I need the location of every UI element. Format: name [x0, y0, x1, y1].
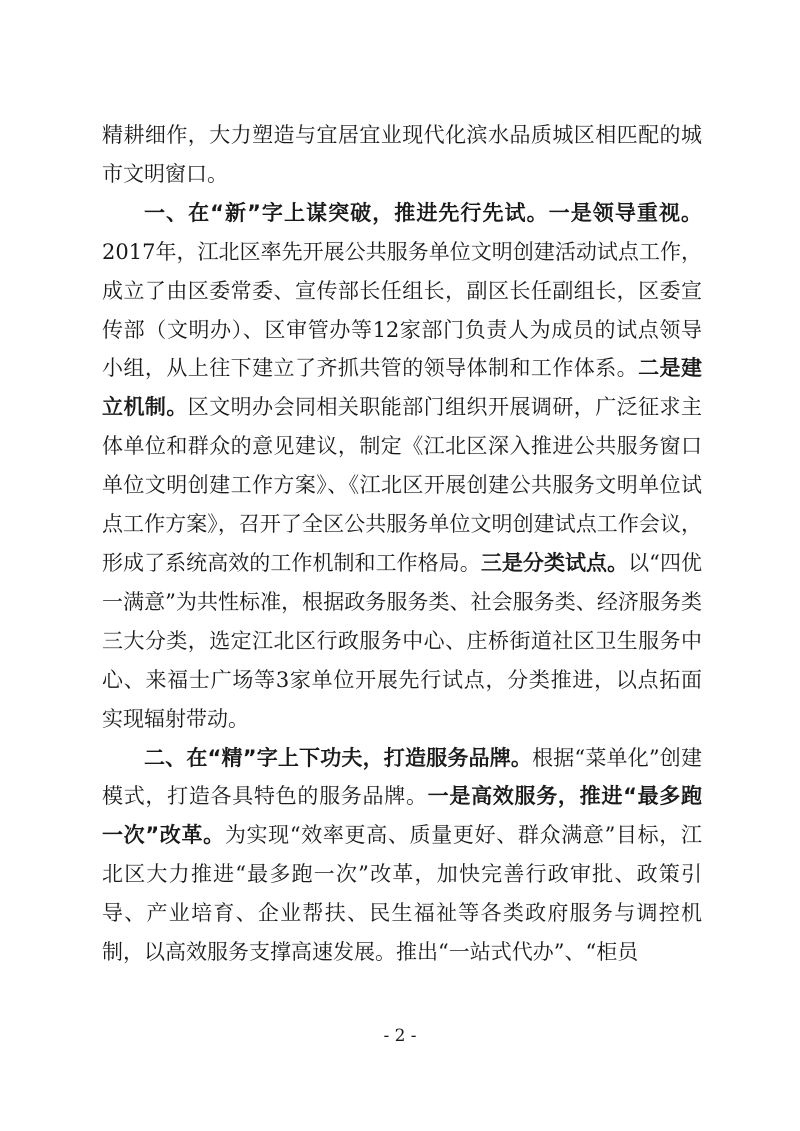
text-run: 2017年，江北区率先开展公共服务单位文明创建活动试点工作，成立了由区委常委、宣传部长任组长，副区长任副组长，区委宣传部（文明办）、区审管办等12家部门负责人为成员的试点领导小组，从上往下建立了齐抓共管的领导体制和工作体系。 [102, 239, 702, 381]
text-run: 以“四优一满意”为共性标准，根据政务服务类、社会服务类、经济服务类三大分类，选定江北区行政服务中心、庄桥街道社区卫生服务中心、来福士广场等3家单位开展先行试点，分类推进，以点拓面实现辐射带动。 [102, 550, 702, 731]
section-heading-one: 一、在“新”字上谋突破，推进先行先试。 [144, 200, 549, 225]
subheading-pilot: 三是分类试点。 [480, 550, 629, 575]
text-run: 为实现“效率更高、质量更好、群众满意”目标，江北区大力推进“最多跑一次”改革，加快完善行政审批、政策引导、产业培育、企业帮扶、民生福祉等各类政府服务与调控机制，以高效服务支撑高速发展。推出“一站式代办”、“柜员 [102, 823, 702, 965]
subheading-efficient-service: 一是高效服务，推进“最多跑一次”改革。 [102, 784, 703, 848]
page-number: - 2 - [383, 1026, 417, 1046]
subheading-leadership: 一是领导重视。 [548, 200, 703, 225]
paragraph-section-two [102, 739, 702, 972]
paragraph-section-one [102, 194, 702, 739]
body-text [102, 116, 702, 972]
text-run: 根据“菜单化”创建模式，打造各具特色的服务品牌。 [102, 745, 702, 809]
text-run: 精耕细作，大力塑造与宜居宜业现代化滨水品质城区相匹配的城市文明窗口。 [102, 123, 702, 186]
section-heading-two: 二、在“精”字上下功夫，打造服务品牌。 [144, 745, 533, 770]
text-run: 区文明办会同相关职能部门组织开展调研，广泛征求主体单位和群众的意见建议，制定《江北区深入推进公共服务窗口单位文明创建工作方案》、《江北区开展创建公共服务文明单位试点工作方案》，召开了全区公共服务单位文明创建试点工作会议，形成了系统高效的工作机制和工作格局。 [102, 395, 703, 575]
paragraph-continuation [102, 116, 702, 194]
subheading-mechanism: 二是建立机制。 [102, 356, 702, 420]
